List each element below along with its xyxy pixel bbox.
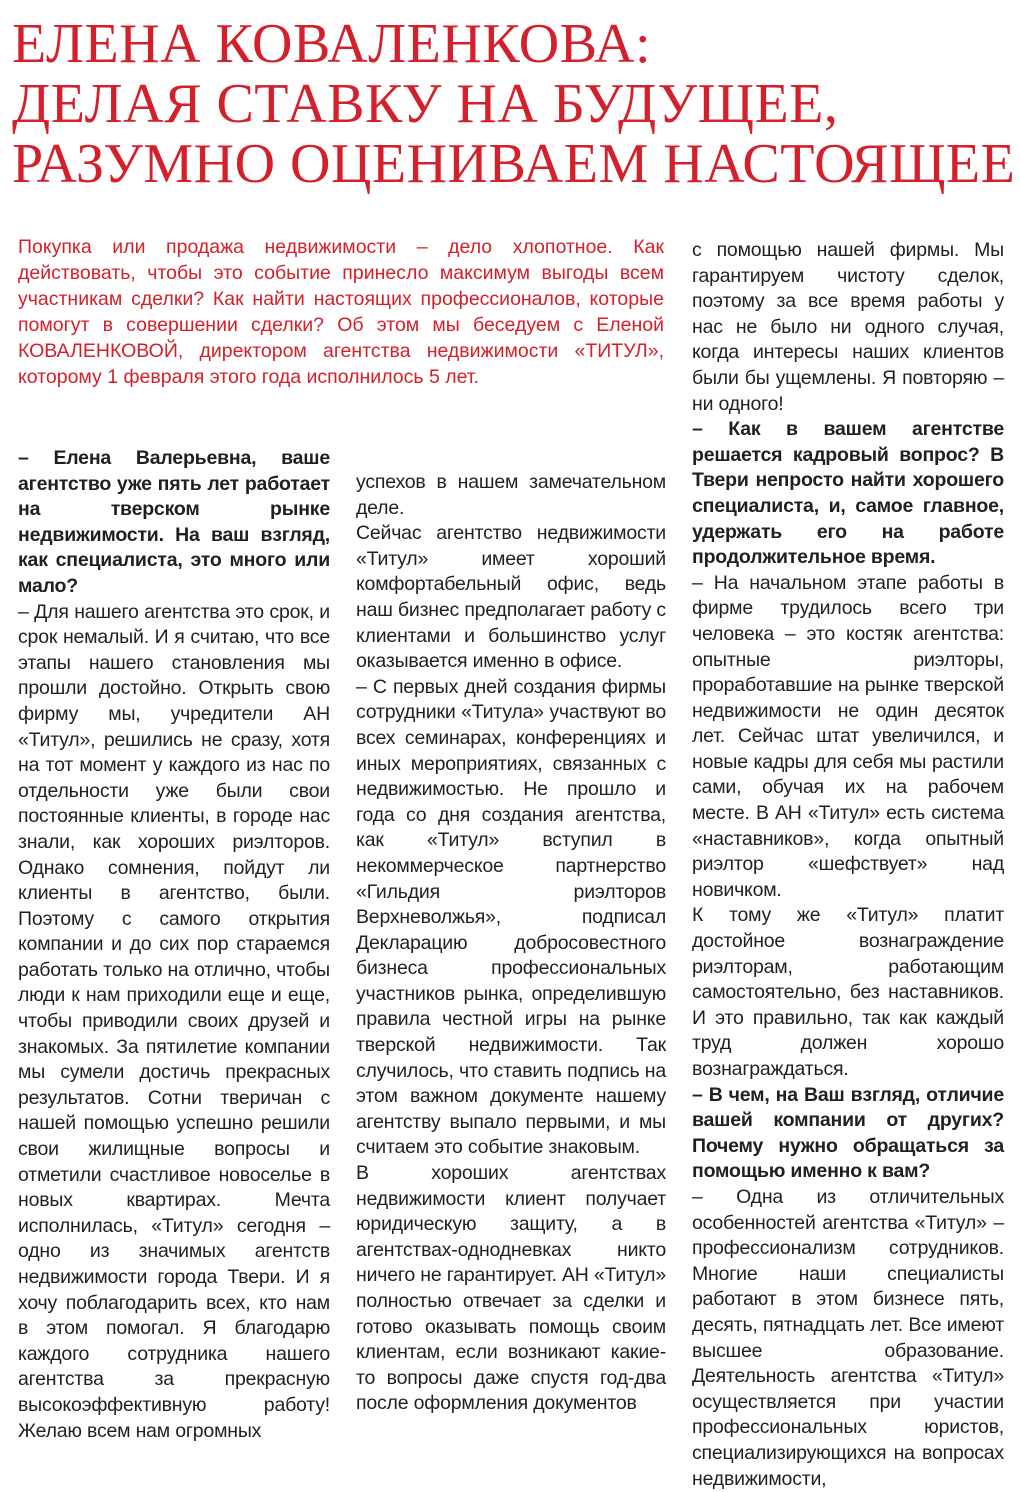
headline-line-1: ЕЛЕНА КОВАЛЕНКОВА: (12, 13, 652, 75)
interview-answer: с помощью нашей фирмы. Мы гарантируем чистоту сделок, поэтому за все время работы у нас не было ни одного случая, когда интересы наших клиентов были бы ущемлены. Я повторяю – ни одного! (692, 239, 1004, 415)
interview-question: – В чем, на Ваш взгляд, отличие вашей компании от других? Почему нужно обращаться за помощью именно к вам? (692, 1083, 1004, 1183)
article-column-3 (692, 238, 1004, 1492)
headline-line-3: РАЗУМНО ОЦЕНИВАЕМ НАСТОЯЩЕЕ (12, 133, 1016, 195)
interview-answer: – С первых дней создания фирмы сотрудники «Титула» участвуют во всех семинарах, конференциях и иных мероприятиях, связанных с недвижимостью. Не прошло и года со дня создания агентства, как «Титул» вступил в некоммерческое партнерство «Гильдия риэлторов Верхневолжья», подписал Декларацию добросовестного бизнеса профессиональных участников рынка, определившую правила честной игры на рынке тверской недвижимости. Так случилось, что ставить подпись на этом важном документе нашему агентству выпало первыми, и мы считаем это событие знаковым. (356, 675, 666, 1159)
interview-answer: К тому же «Титул» платит достойное вознаграждение риэлторам, работающим самостоятельно, без наставников. И это правильно, так как каждый труд должен хорошо вознаграждаться. (692, 904, 1004, 1080)
interview-answer: В хороших агентствах недвижимости клиент получает юридическую защиту, а в агентствах-однодневках никто ничего не гарантирует. АН «Титул» полностью отвечает за сделки и готово оказывать помощь своим клиентам, если возникают какие-то вопросы даже спустя год-два после оформления документов (356, 1162, 666, 1415)
interview-question: – Как в вашем агентстве решается кадровый вопрос? В Твери непросто найти хорошего специалиста, и, самое главное, удержать его на работе продолжительное время. (692, 418, 1004, 569)
lead-paragraph: Покупка или продажа недвижимости – дело хлопотное. Как действовать, чтобы это событие принесло максимум выгоды всем участникам сделки? Как найти настоящих профессионалов, которые помогут в совершении сделки? Об этом мы беседуем с Еленой КОВАЛЕНКОВОЙ, директором агентства недвижимости «ТИТУЛ», которому 1 февраля этого года исполнилось 5 лет. (18, 236, 664, 388)
interview-answer: – На начальном этапе работы в фирме трудилось всего три человека – это костяк агентства: опытные риэлторы, проработавшие на рынке тверской недвижимости не один десяток лет. Сейчас штат увеличился, и новые кадры для себя мы растили сами, обучая их на рабочем месте. В АН «Титул» есть система «наставников», когда опытный риэлтор «шефствует» над новичком. (692, 571, 1004, 901)
interview-question: – Елена Валерьевна, ваше агентство уже пять лет работает на тверском рынке недвижимости. На ваш взгляд, как специалиста, это много или мало? (18, 447, 330, 597)
headline-line-2: ДЕЛАЯ СТАВКУ НА БУДУЩЕЕ, (12, 73, 839, 135)
interview-answer: – Одна из отличительных особенностей агентства «Титул» – профессионализм сотрудников. Многие наши специалисты работают в этом бизнесе пять, десять, пятнадцать лет. Все имеют высшее образование. Деятельность агентства «Титул» осуществляется при участии профессиональных юристов, специализирующихся на вопросах недвижимости, (692, 1185, 1004, 1490)
article-column-2 (356, 470, 666, 1417)
article-column-1 (18, 446, 330, 1444)
interview-answer: успехов в нашем замечательном деле. (356, 471, 666, 519)
interview-answer: Сейчас агентство недвижимости «Титул» имеет хороший комфортабельный офис, ведь наш бизнес предполагает работу с клиентами и большинство услуг оказывается именно в офисе. (356, 522, 666, 673)
headline (12, 13, 1016, 195)
interview-answer: – Для нашего агентства это срок, и срок немалый. И я считаю, что все этапы нашего становления мы прошли достойно. Открыть свою фирму мы, учредители АН «Титул», решились не сразу, хотя на тот момент у каждого из нас по отдельности уже были свои постоянные клиенты, в городе нас знали, как хороших риэлторов. Однако сомнения, пойдут ли клиенты в агентство, были. Поэтому с самого открытия компании и до сих пор стараемся работать только на отлично, чтобы люди к нам приходили еще и еще, чтобы приводили своих друзей и знакомых. За пятилетие компании мы сумели достичь прекрасных результатов. Сотни тверичан с нашей помощью успешно решили свои жилищные вопросы и отметили счастливое новоселье в новых квартирах. Мечта исполнилась, «Титул» сегодня – одно из значимых агентств недвижимости города Твери. И я хочу поблагодарить всех, кто нам в этом помогал. Я благодарю каждого сотрудника нашего агентства за прекрасную высокоэффективную работу! Желаю всем нам огромных (18, 600, 330, 1442)
